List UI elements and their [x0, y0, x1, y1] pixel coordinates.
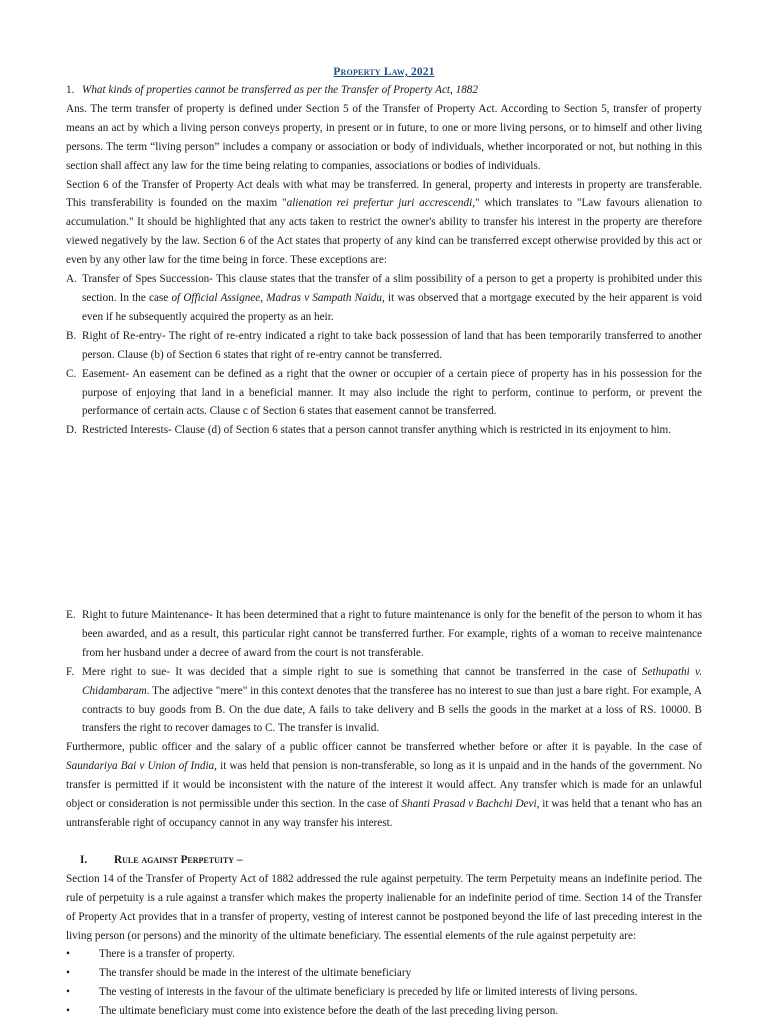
- exception-text: Restricted Interests- Clause (d) of Section 6 states that a person cannot transfer anything which is restricted in its enjoyment to him.: [82, 424, 672, 437]
- exception-marker: E.: [66, 609, 76, 621]
- exception-text: Transfer of Spes Succession- This clause states that the transfer of a slim possibility of a person to get a property is prohibited under this section. In the case of Official Assignee, Madras v Sampath Naidu, it was observed that a mortgage executed by the heir apparent is void even if he subsequently acquired the property as an heir.: [82, 273, 702, 323]
- bullet-item: [66, 964, 702, 983]
- section6-paragraph: Section 6 of the Transfer of Property Act deals with what may be transferred. In general, property and interests in property are transferable. This transferability is founded on the maxim "alienation rei prefertur juri accrescendi," which translates to "Law favours alienation to accumulation." It should be highlighted that any acts taken to restrict the owner's ability to transfer his interest in the property are therefore viewed negatively by the law. Section 6 of the Act states that property of any kind can be transferred except otherwise provided by this act or even by any other law for the time being in force. These exceptions are:: [66, 178, 702, 267]
- exception-item: [66, 663, 702, 739]
- top-block: [66, 81, 702, 440]
- bullet-item: [66, 945, 702, 964]
- question-text: What kinds of properties cannot be transferred as per the Transfer of Property Act, 1882: [82, 84, 478, 96]
- exceptions-list-a-d: [66, 270, 702, 440]
- bullet-item: [66, 1002, 702, 1021]
- exception-marker: C.: [66, 367, 77, 380]
- exception-item: [66, 606, 702, 663]
- exception-item: [66, 270, 702, 327]
- bottom-block: [66, 606, 702, 1021]
- bullet-dot: •: [66, 1005, 70, 1018]
- bullet-text: The ultimate beneficiary must come into existence before the death of the last preceding living person.: [99, 1005, 559, 1018]
- section-heading-text: Rule against Perpetuity –: [114, 853, 243, 866]
- exception-item: [66, 365, 702, 422]
- perpetuity-paragraph: Section 14 of the Transfer of Property Act of 1882 addressed the rule against perpetuity. The term Perpetuity means an indefinite period. The rule of perpetuity is a rule against a transfer which makes the property inalienable for an indefinite period of time. Section 14 of the Transfer of Property Act provides that in a transfer of property, vesting of interest cannot be postponed beyond the life of last preceding interest in the living person (or persons) and the minority of the ultimate beneficiary. The essential elements of the rule against perpetuity are:: [66, 872, 702, 942]
- bullet-dot: •: [66, 967, 70, 980]
- question-number: 1.: [66, 84, 75, 96]
- exception-marker: A.: [66, 273, 77, 286]
- exception-text: Mere right to sue- It was decided that a simple right to sue is something that cannot be transferred in the case of Sethupathi v. Chidambaram. The adjective "mere" in this context denotes that the transferee has no interest to sue than just a bare right. For example, A contracts to buy goods from B. On the due date, A fails to take delivery and B sells the goods in the market at a loss of RS. 10000. B transfers the right to recover damages to C. The transfer is invalid.: [82, 665, 702, 735]
- section-heading: [66, 851, 702, 870]
- bullet-text: The vesting of interests in the favour of the ultimate beneficiary is preceded by life or limited interests of living persons.: [99, 986, 638, 999]
- section-numeral: I.: [80, 853, 88, 866]
- bullet-text: There is a transfer of property.: [99, 948, 235, 961]
- exception-text: Right of Re-entry- The right of re-entry indicated a right to take back possession of land that has been temporarily transferred to another person. Clause (b) of Section 6 states that right of re-entry cannot be transferred.: [82, 329, 702, 361]
- bullet-text: The transfer should be made in the interest of the ultimate beneficiary: [99, 967, 412, 980]
- exception-text: Right to future Maintenance- It has been determined that a right to future maintenance is only for the benefit of the person to whom it has been awarded, and as a result, this particular right cannot be transferred further. For example, rights of a woman to receive maintenance from her husband under a decree of award from the court is not transferable.: [82, 609, 702, 659]
- bullet-item: [66, 983, 702, 1002]
- bullet-dot: •: [66, 986, 70, 999]
- exception-item: [66, 421, 702, 440]
- further-paragraph: Furthermore, public officer and the salary of a public officer cannot be transferred whether before or after it is payable. In the case of Saundariya Bai v Union of India, it was held that pension is non-transferable, so long as it is unpaid and in the hands of the government. No transfer is permitted if it would be inconsistent with the nature of the interest it would affect. Any transfer which is made for an unlawful object or consideration is not permissible under this section. In the case of Shanti Prasad v Bachchi Devi, it was held that a tenant who has an untransferable right of occupancy cannot in any way transfer his interest.: [66, 741, 702, 829]
- exception-marker: D.: [66, 424, 77, 437]
- exception-item: [66, 327, 702, 365]
- exceptions-list-e-f: [66, 606, 702, 738]
- answer-paragraph: Ans. The term transfer of property is defined under Section 5 of the Transfer of Property Act. According to Section 5, transfer of property means an act by which a living person conveys property, in present or in future, to one or more living persons, or to himself and other living persons. The term “living person” includes a company or association or body of individuals, whether incorporated or not, but nothing in this section shall affect any law for the time being relating to companies, associations or bodies of individuals.: [66, 102, 702, 172]
- essentials-bullet-list: [66, 945, 702, 1021]
- exception-text: Easement- An easement can be defined as a right that the owner or occupier of a certain piece of property has in his possession for the purpose of enjoying that land in a beneficial manner. It may also include the right to perform, continue to perform, or prevent the performance of certain acts. Clause c of Section 6 states that easement cannot be transferred.: [82, 367, 702, 418]
- exception-marker: B.: [66, 329, 77, 342]
- bullet-dot: •: [66, 948, 70, 961]
- question: [66, 81, 702, 100]
- document-title: Property Law, 2021: [333, 66, 435, 78]
- exception-marker: F.: [66, 665, 75, 678]
